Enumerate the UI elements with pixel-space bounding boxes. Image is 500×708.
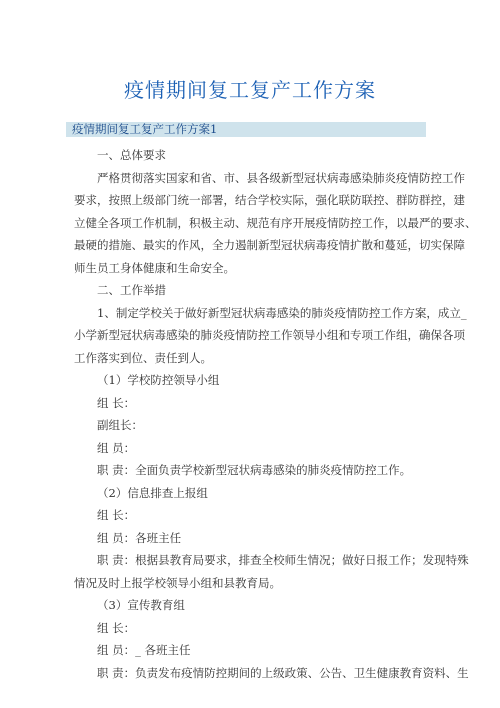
body-line: 副组长：	[97, 418, 143, 432]
body-line: 职 责：全面负责学校新型冠状病毒感染的肺炎疫情防控工作。	[97, 463, 412, 477]
body-line: 二、工作举措	[97, 283, 166, 297]
body-line: 职 责：负责发布疫情防控期间的上级政策、公告、卫生健康教育资料、生	[97, 665, 469, 680]
body-line: 严格贯彻落实国家和省、市、县各级新型冠状病毒感染肺炎疫情防控工作	[97, 170, 465, 185]
body-line: 职 责：根据县教育局要求，排查全校师生情况；做好日报工作；发现特殊	[97, 553, 469, 567]
body-line: 立健全各项工作机制，积极主动、规范有序开展疫情防控工作，以最严的要求、	[74, 215, 477, 230]
section-heading: 疫情期间复工复产工作方案1	[66, 122, 426, 137]
body-line: 师生员工身体健康和生命安全。	[74, 260, 235, 275]
body-line: 1、制定学校关于做好新型冠状病毒感染的肺炎疫情防控工作方案，成立_	[97, 305, 467, 320]
body-line: 组 员：_ 各班主任	[97, 643, 191, 657]
body-line: 组 长：	[97, 395, 136, 410]
body-line: 组 员：	[97, 440, 136, 455]
body-line: 一、总体要求	[97, 148, 166, 162]
document-body	[74, 144, 477, 684]
body-line: 组 长：	[97, 620, 136, 635]
body-line: 要求，按照上级部门统一部署，结合学校实际，强化联防联控、群防群控，建	[74, 193, 465, 207]
document-title: 疫情期间复工复产工作方案	[124, 78, 376, 102]
body-line: 工作落实到位、责任到人。	[74, 350, 212, 365]
body-line: 组 长：	[97, 508, 136, 522]
body-line: 情况及时上报学校领导小组和县教育局。	[74, 575, 281, 590]
body-line: 组 员：各班主任	[97, 530, 182, 545]
body-line: 小学新型冠状病毒感染的肺炎疫情防控工作领导小组和专项工作组，确保各项	[74, 328, 465, 342]
body-line: 最硬的措施、最实的作风，全力遏制新型冠状病毒疫情扩散和蔓延，切实保障	[74, 238, 465, 252]
body-line: （2）信息排查上报组	[97, 485, 208, 500]
body-line: （3）宣传教育组	[97, 598, 185, 612]
body-line: （1）学校防控领导小组	[97, 373, 220, 387]
